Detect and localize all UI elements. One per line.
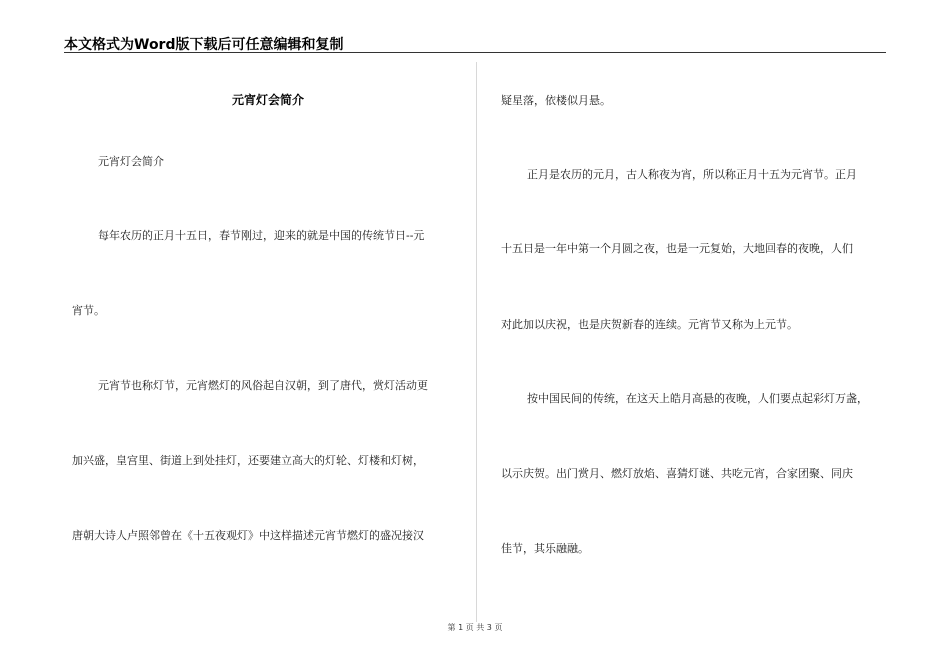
column-divider — [476, 62, 477, 622]
paragraph-line: 十五日是一年中第一个月圆之夜，也是一元复始，大地回春的夜晚，人们 — [501, 242, 853, 255]
page-footer: 第 1 页 共 3 页 — [447, 623, 503, 632]
paragraph-line: 按中国民间的传统，在这天上皓月高悬的夜晚，人们要点起彩灯万盏， — [527, 392, 868, 405]
paragraph-line: 元宵灯会简介 — [98, 155, 164, 168]
paragraph-line: 元宵节也称灯节，元宵燃灯的风俗起自汉朝，到了唐代，赏灯活动更 — [98, 379, 428, 392]
document-title: 元宵灯会简介 — [231, 93, 304, 107]
header-divider — [64, 52, 886, 53]
paragraph-line: 疑星落，依楼似月悬。 — [501, 94, 611, 107]
paragraph-line: 对此加以庆祝，也是庆贺新春的连续。元宵节又称为上元节。 — [501, 318, 798, 331]
paragraph-line: 正月是农历的元月，古人称夜为宵，所以称正月十五为元宵节。正月 — [527, 168, 857, 181]
paragraph-line: 加兴盛，皇宫里、街道上到处挂灯，还要建立高大的灯轮、灯楼和灯树， — [72, 454, 424, 467]
document-header: 本文格式为Word版下载后可任意编辑和复制 — [64, 37, 344, 53]
paragraph-line: 唐朝大诗人卢照邻曾在《十五夜观灯》中这样描述元宵节燃灯的盛况接汉 — [72, 529, 424, 542]
paragraph-line: 以示庆贺。出门赏月、燃灯放焰、喜猜灯谜、共吃元宵，合家团聚、同庆 — [501, 467, 853, 480]
paragraph-line: 佳节，其乐融融。 — [501, 542, 589, 555]
paragraph-line: 宵节。 — [72, 304, 105, 317]
paragraph-line: 每年农历的正月十五日，春节刚过，迎来的就是中国的传统节日--元 — [98, 229, 425, 242]
